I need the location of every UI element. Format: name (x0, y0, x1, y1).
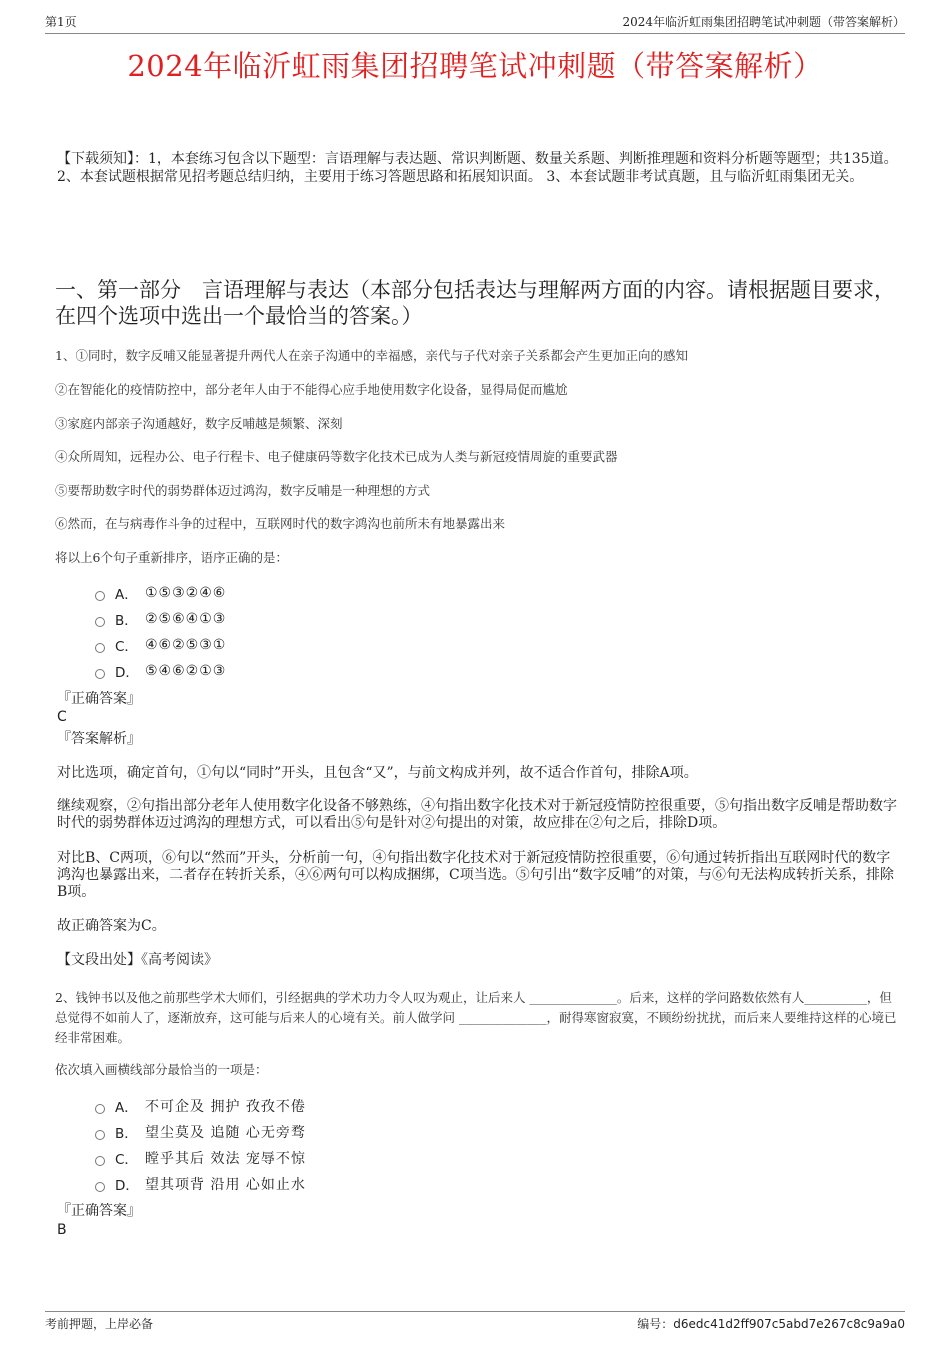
option-letter: A． (115, 587, 138, 603)
radio-icon[interactable] (95, 591, 105, 601)
option-letter: D． (115, 665, 139, 681)
q1-sentence-6: ⑥然而，在与病毒作斗争的过程中，互联网时代的数字鸿沟也前所未有地暴露出来 (55, 516, 506, 531)
q1-analysis-p4: 故正确答案为C。 (57, 918, 166, 934)
q2-prompt: 依次填入画横线部分最恰当的一项是： (55, 1062, 268, 1077)
page-footer (45, 1311, 905, 1332)
option-letter: B． (115, 613, 138, 629)
page-number: 第1页 (45, 15, 77, 29)
page-header (45, 14, 905, 34)
option-letter: A． (115, 1100, 138, 1116)
option-text: ④⑥②⑤③① (145, 637, 227, 653)
q1-option-b[interactable] (95, 606, 695, 632)
q1-analysis-p2: 继续观察，②句指出部分老年人使用数字化设备不够熟练，④句指出数字化技术对于新冠疫情防控很重要，⑤句指出数字反哺是帮助数字时代的弱势群体迈过鸿沟的理想方式，可以看出⑤句是针对②句提出的对策，故应排在②句之后，排除D项。 (57, 798, 897, 831)
q1-option-d[interactable] (95, 658, 695, 684)
radio-icon[interactable] (95, 1104, 105, 1114)
option-text: 望其项背 沿用 心如止水 (145, 1177, 306, 1193)
download-notice: 【下载须知】：1，本套练习包含以下题型：言语理解与表达题、常识判断题、数量关系题、判断推理题和资料分析题等题型；共135道。 2、本套试题根据常见招考题总结归纳，主要用于练习答题思路和拓展知识面。 3、本套试题非考试真题，且与临沂虹雨集团无关。 (57, 151, 898, 185)
q1-analysis-label: 『答案解析』 (57, 731, 141, 747)
section-heading: 一、第一部分 言语理解与表达（本部分包括表达与理解两方面的内容。请根据题目要求，在四个选项中选出一个最恰当的答案。） (55, 278, 895, 328)
option-letter: C． (115, 639, 138, 655)
q2-answer: B (57, 1222, 67, 1238)
option-letter: B． (115, 1126, 138, 1142)
header-doc-title: 2024年临沂虹雨集团招聘笔试冲刺题（带答案解析） (622, 15, 905, 29)
q1-sentence-2: ②在智能化的疫情防控中，部分老年人由于不能得心应手地使用数字化设备，显得局促而尴尬 (55, 382, 568, 397)
q2-options (95, 1093, 695, 1197)
option-text: ①⑤③②④⑥ (145, 585, 227, 601)
document-title: 2024年临沂虹雨集团招聘笔试冲刺题（带答案解析） (127, 49, 823, 83)
option-text: 瞠乎其后 效法 宠辱不惊 (145, 1151, 306, 1167)
radio-icon[interactable] (95, 617, 105, 627)
option-text: 不可企及 拥护 孜孜不倦 (145, 1099, 306, 1115)
q1-sentence-3: ③家庭内部亲子沟通越好，数字反哺越是频繁、深刻 (55, 416, 343, 431)
q1-option-c[interactable] (95, 632, 695, 658)
option-text: 望尘莫及 追随 心无旁骛 (145, 1125, 306, 1141)
q1-answer-label: 『正确答案』 (57, 691, 141, 707)
q1-answer: C (57, 709, 67, 725)
q2-option-d[interactable] (95, 1171, 695, 1197)
radio-icon[interactable] (95, 1182, 105, 1192)
q1-sentence-4: ④众所周知，远程办公、电子行程卡、电子健康码等数字化技术已成为人类与新冠疫情周旋的重要武器 (55, 449, 618, 464)
q2-stem: 2、钱钟书以及他之前那些学术大师们，引经据典的学术功力令人叹为观止，让后来人 ______________。后来，这样的学问路数依然有人__________，但总觉得不如前人了，逐渐放弃，这可能与后来人的心境有关。前人做学问 ______________，耐得寒窗寂寞，不顾纷纷扰扰，而后来人要维持这样的心境已经非常困难。 (55, 990, 897, 1045)
q1-analysis-p3: 对比B、C两项，⑥句以“然而”开头，分析前一句，④句指出数字化技术对于新冠疫情防控很重要，⑥句通过转折指出互联网时代的数字鸿沟也暴露出来，二者存在转折关系，④⑥两句可以构成捆绑，C项当选。⑤句引出“数字反哺”的对策，与⑥句无法构成转折关系，排除B项。 (57, 850, 895, 900)
q2-option-b[interactable] (95, 1119, 695, 1145)
q1-options (95, 580, 695, 684)
q1-sentence-1: 1、①同时，数字反哺又能显著提升两代人在亲子沟通中的幸福感，亲代与子代对亲子关系都会产生更加正向的感知 (55, 348, 688, 363)
option-text: ②⑤⑥④①③ (145, 611, 227, 627)
radio-icon[interactable] (95, 1130, 105, 1140)
option-text: ⑤④⑥②①③ (145, 663, 227, 679)
q1-analysis-p1: 对比选项，确定首句，①句以“同时”开头，且包含“又”，与前文构成并列，故不适合作首句，排除A项。 (57, 765, 698, 781)
radio-icon[interactable] (95, 643, 105, 653)
q1-option-a[interactable] (95, 580, 695, 606)
q2-answer-label: 『正确答案』 (57, 1203, 141, 1219)
document-code: 编号：d6edc41d2ff907c5abd7e267c8c9a9a0 (637, 1317, 905, 1331)
footer-slogan: 考前押题，上岸必备 (45, 1317, 154, 1331)
radio-icon[interactable] (95, 669, 105, 679)
radio-icon[interactable] (95, 1156, 105, 1166)
q1-sentence-5: ⑤要帮助数字时代的弱势群体迈过鸿沟，数字反哺是一种理想的方式 (55, 483, 431, 498)
q2-option-a[interactable] (95, 1093, 695, 1119)
q1-source: 【文段出处】《高考阅读》 (57, 952, 218, 968)
option-letter: C． (115, 1152, 138, 1168)
option-letter: D． (115, 1178, 139, 1194)
q1-prompt: 将以上6个句子重新排序，语序正确的是： (55, 550, 288, 565)
q2-option-c[interactable] (95, 1145, 695, 1171)
